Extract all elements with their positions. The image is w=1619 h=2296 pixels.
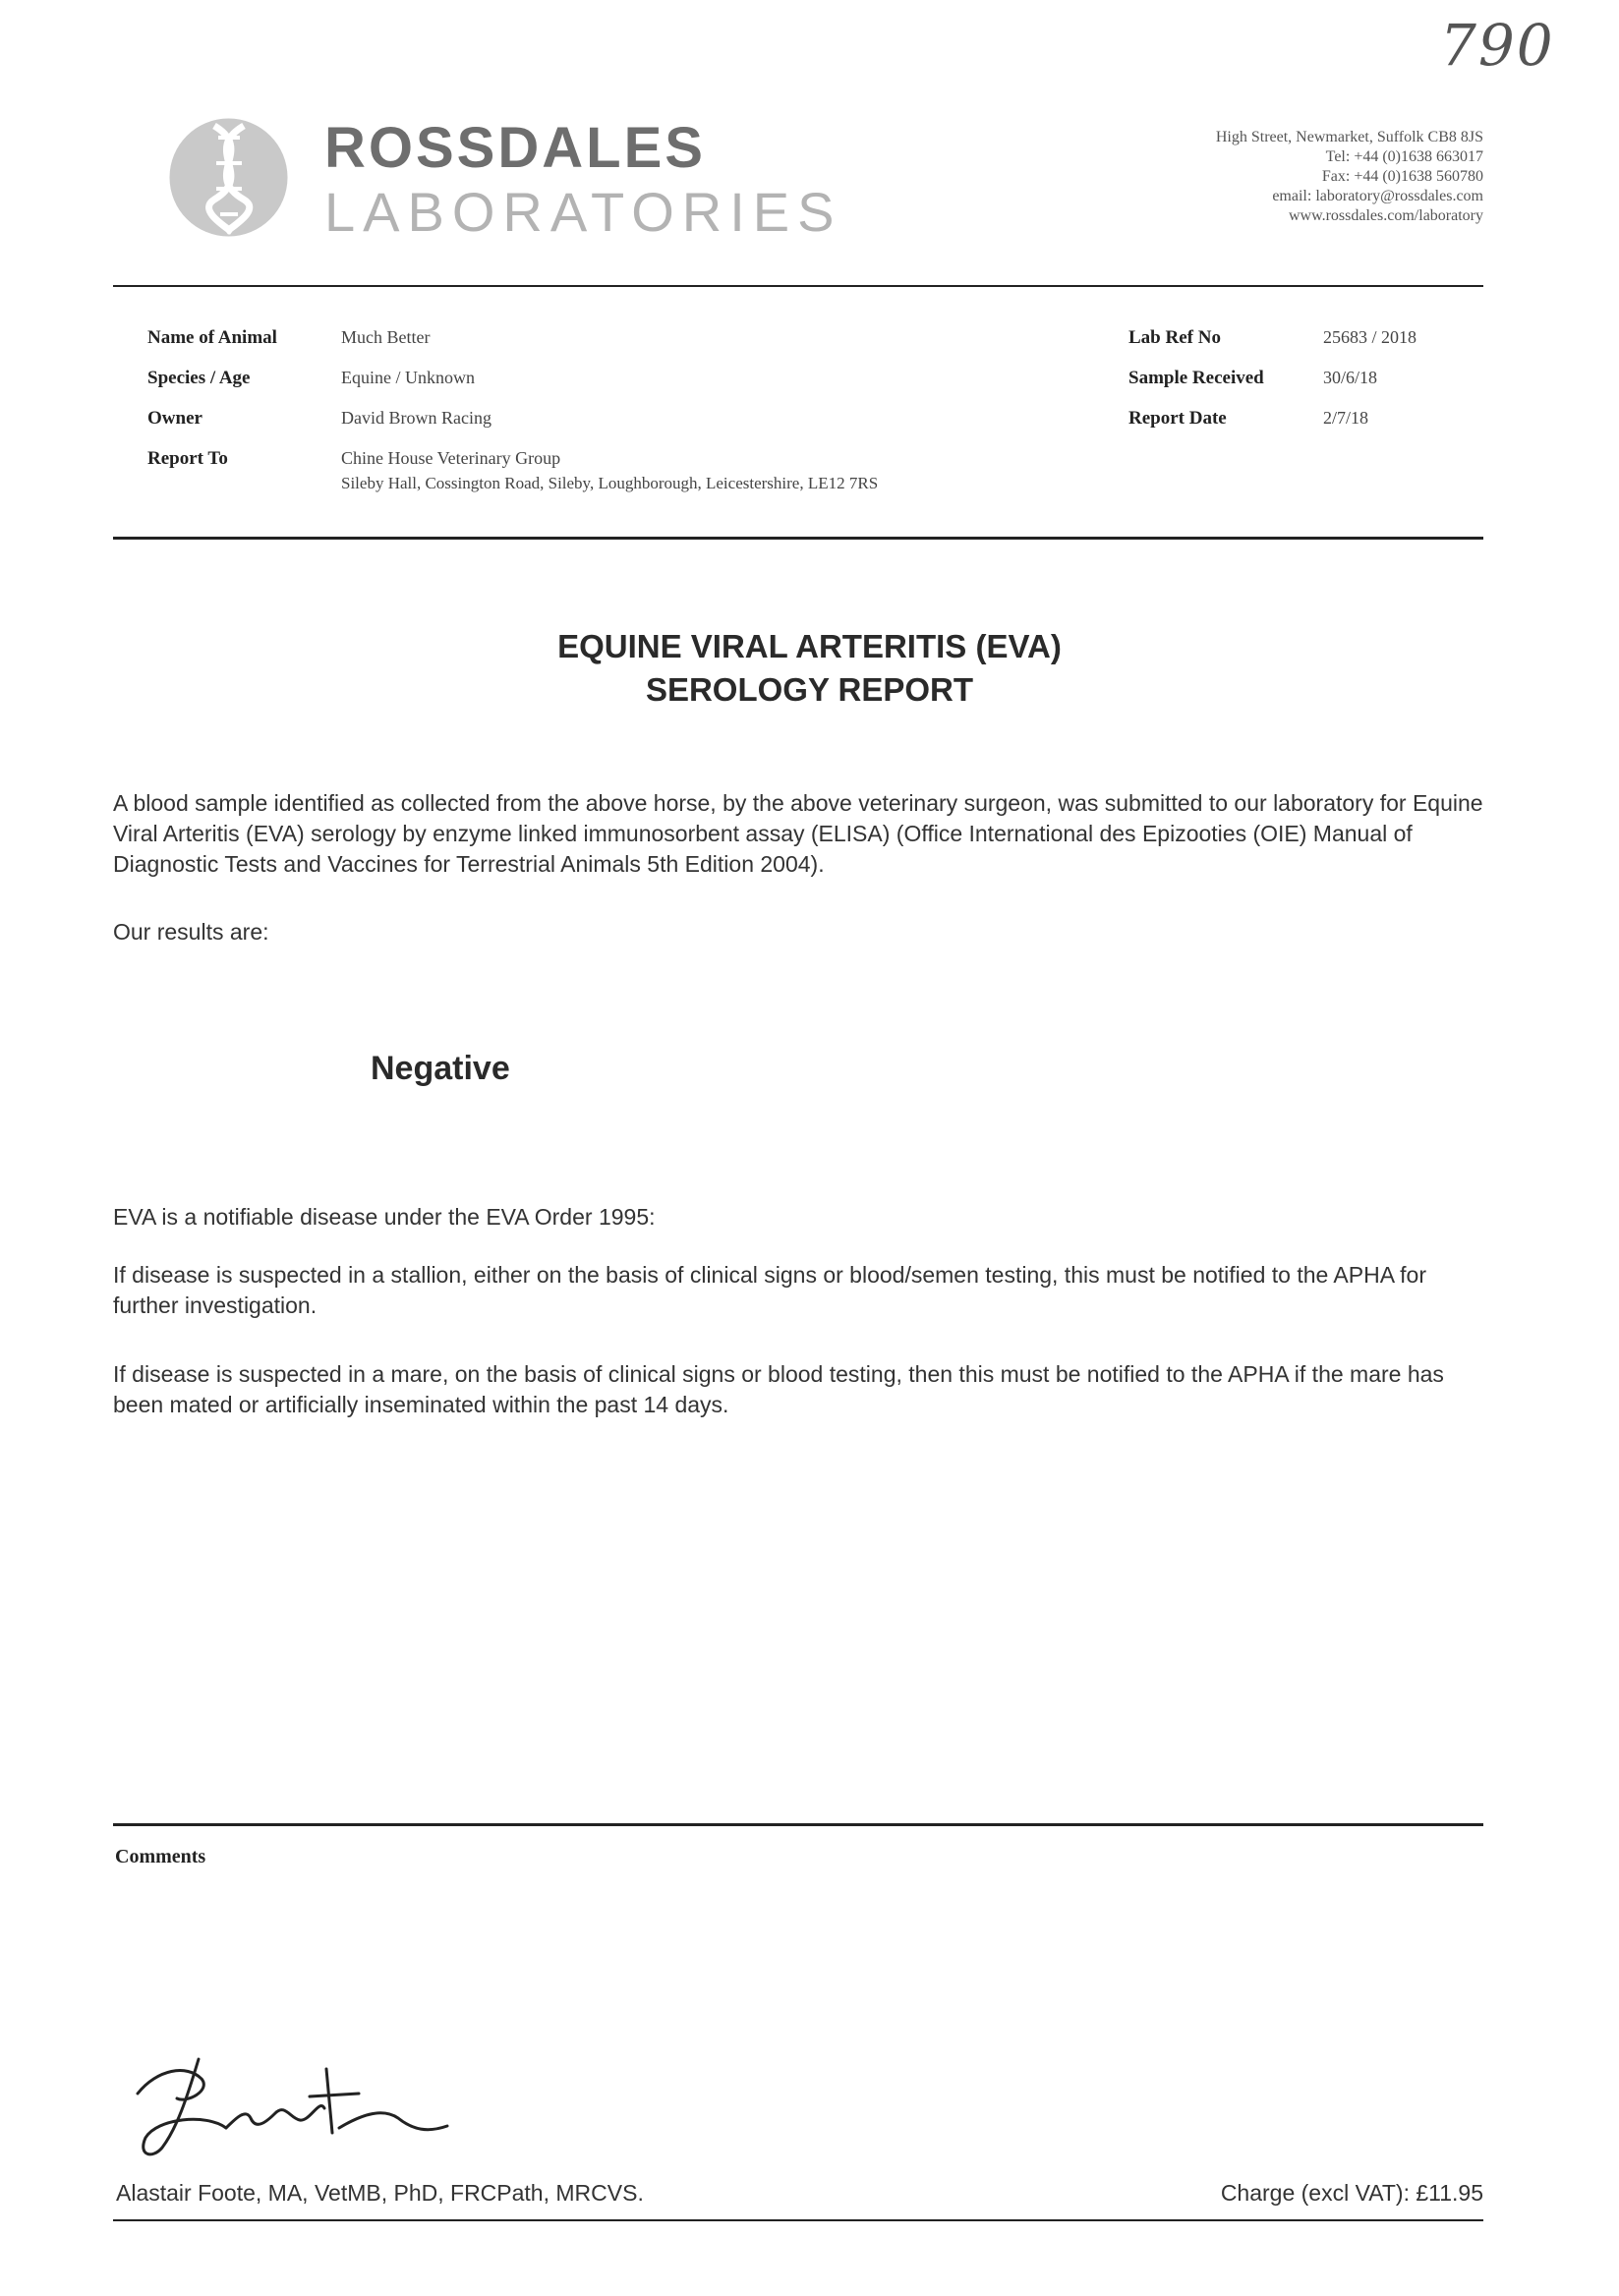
test-result: Negative <box>371 1050 510 1087</box>
lab-address-block <box>1216 128 1483 226</box>
report-title: EQUINE VIRAL ARTERITIS (EVA) <box>557 628 1062 664</box>
sample-received-value: 30/6/18 <box>1323 368 1378 387</box>
logo-name: ROSSDALES <box>324 116 706 180</box>
species-age-value: Equine / Unknown <box>341 368 475 387</box>
address-email: email: laboratory@rossdales.com <box>1272 188 1483 204</box>
animal-name-label: Name of Animal <box>147 327 277 348</box>
logo-subname: LABORATORIES <box>324 181 842 243</box>
comments-label: Comments <box>115 1846 206 1867</box>
stallion-guidance: If disease is suspected in a stallion, either on the basis of clinical signs or blood/semen testing, this must be notified to the APHA for further investigation. <box>113 1262 1427 1318</box>
lab-ref-label: Lab Ref No <box>1128 327 1221 348</box>
details-divider <box>113 537 1483 540</box>
owner-value: David Brown Racing <box>341 408 491 428</box>
signatory-name: Alastair Foote, MA, VetMB, PhD, FRCPath, MRCVS. <box>116 2180 644 2206</box>
mare-guidance: If disease is suspected in a mare, on the basis of clinical signs or blood testing, then this must be notified to the APHA if the mare has been mated or artificially inseminated within the past 14 days. <box>113 1361 1444 1417</box>
species-age-label: Species / Age <box>147 368 251 388</box>
sample-received-label: Sample Received <box>1128 368 1264 388</box>
comments-divider <box>113 1823 1483 1826</box>
report-subtitle: SEROLOGY REPORT <box>645 671 974 708</box>
report-to-label: Report To <box>147 448 228 469</box>
handwritten-page-number: 790 <box>1440 12 1555 79</box>
report-to-address: Sileby Hall, Cossington Road, Sileby, Loughborough, Leicestershire, LE12 7RS <box>341 474 879 492</box>
report-to-practice: Chine House Veterinary Group <box>341 448 561 468</box>
notifiable-statement: EVA is a notifiable disease under the EVA Order 1995: <box>113 1204 656 1230</box>
intro-paragraph: A blood sample identified as collected from the above horse, by the above veterinary surgeon, was submitted to our laboratory for Equine Viral Arteritis (EVA) serology by enzyme linked immunosorbent assay (ELISA) (Office International des Epizooties (OIE) Manual of Diagnostic Tests and Vaccines for Terrestrial Animals 5th Edition 2004). <box>113 790 1483 877</box>
charge-amount: Charge (excl VAT): £11.95 <box>1220 2180 1483 2206</box>
report-date-value: 2/7/18 <box>1323 408 1369 428</box>
address-fax: Fax: +44 (0)1638 560780 <box>1321 168 1483 185</box>
address-web: www.rossdales.com/laboratory <box>1288 207 1483 224</box>
header-divider <box>113 285 1483 287</box>
handwritten-signature <box>118 2039 472 2167</box>
footer-divider <box>113 2219 1483 2221</box>
lab-ref-value: 25683 / 2018 <box>1323 327 1417 347</box>
address-tel: Tel: +44 (0)1638 663017 <box>1325 148 1483 165</box>
report-date-label: Report Date <box>1128 408 1227 429</box>
dna-helix-logo-icon <box>167 116 290 239</box>
address-street: High Street, Newmarket, Suffolk CB8 8JS <box>1215 129 1483 145</box>
animal-name-value: Much Better <box>341 327 431 347</box>
owner-label: Owner <box>147 408 202 429</box>
results-intro: Our results are: <box>113 919 269 945</box>
